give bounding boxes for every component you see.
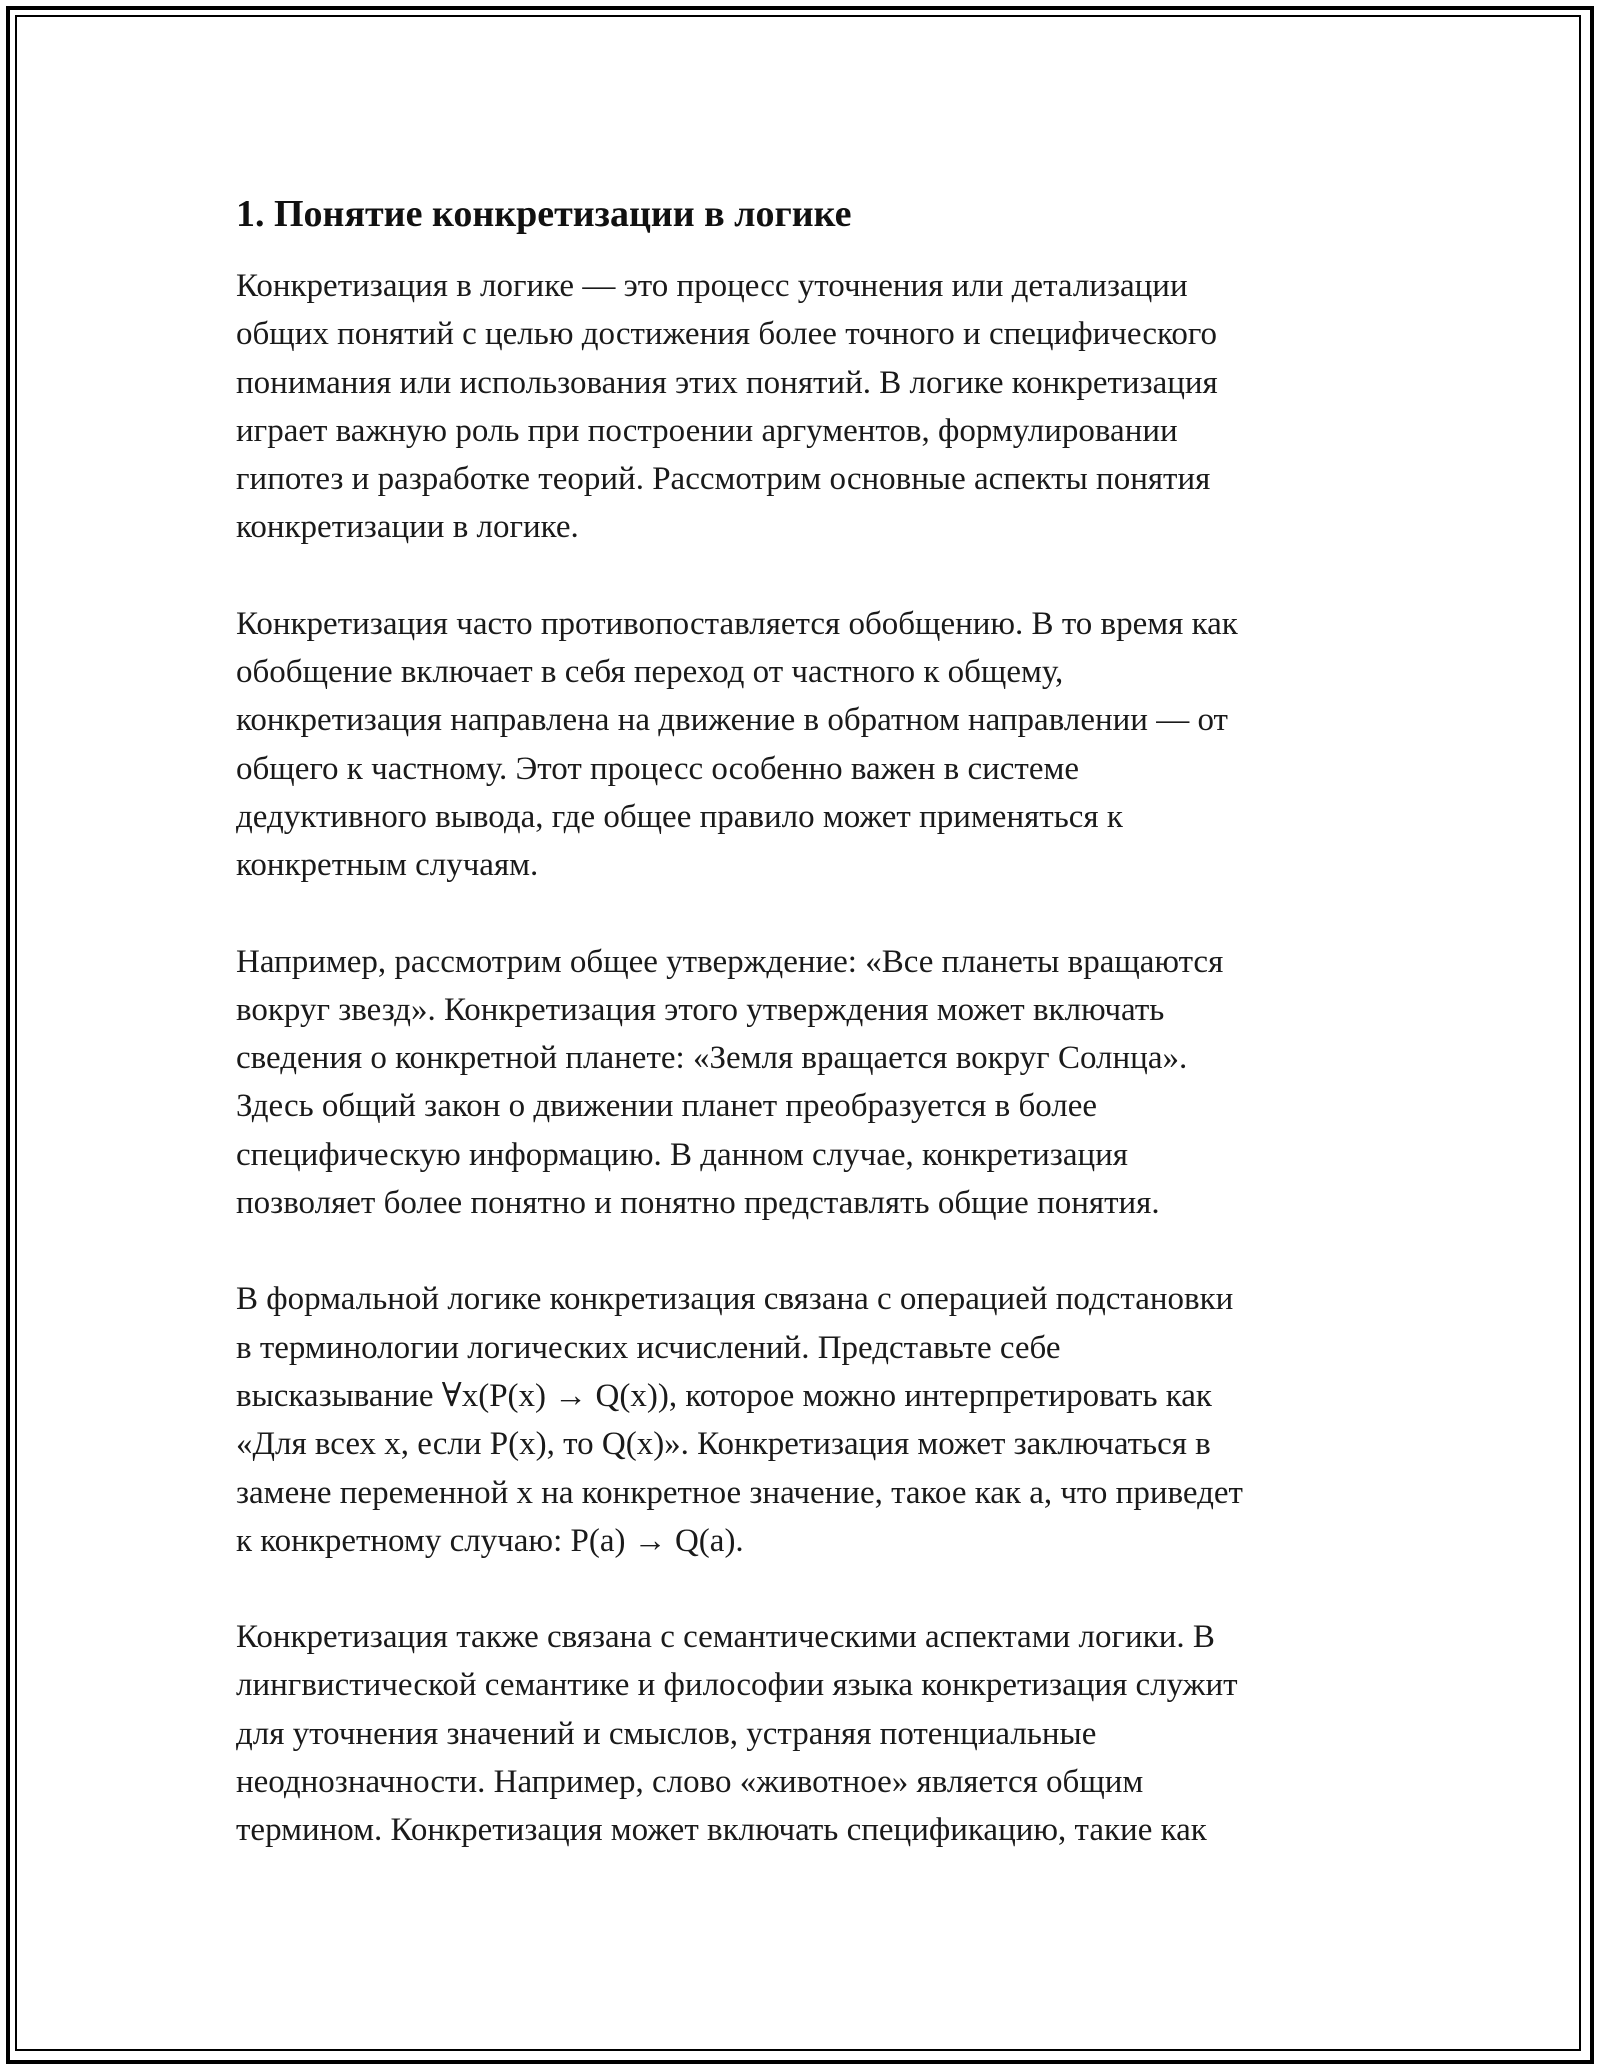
section-heading: 1. Понятие конкретизации в логике <box>236 193 852 235</box>
text-line: гипотез и разработке теорий. Рассмотрим основные аспекты понятия <box>236 461 1211 498</box>
text-line: Конкретизация часто противопоставляется обобщению. В то время как <box>236 605 1238 642</box>
text-line: к конкретному случаю: P(a) → Q(a). <box>236 1522 744 1559</box>
text-line: для уточнения значений и смыслов, устраняя потенциальные <box>236 1715 1097 1752</box>
text-line: в терминологии логических исчислений. Представьте себе <box>236 1329 1061 1366</box>
text-line: общих понятий с целью достижения более точного и специфического <box>236 316 1218 353</box>
text-line: вокруг звезд». Конкретизация этого утверждения может включать <box>236 991 1165 1028</box>
text-line: сведения о конкретной планете: «Земля вращается вокруг Солнца». <box>236 1040 1188 1077</box>
text-line: термином. Конкретизация может включать спецификацию, такие как <box>236 1812 1207 1849</box>
paragraph-3 <box>236 938 1366 1228</box>
text-line: обобщение включает в себя переход от частного к общему, <box>236 654 1064 691</box>
document-body <box>236 186 1366 1903</box>
text-line: лингвистической семантике и философии языка конкретизация служит <box>236 1667 1238 1704</box>
paragraph-4 <box>236 1275 1366 1565</box>
text-line: дедуктивного вывода, где общее правило может применяться к <box>236 798 1123 835</box>
text-line: понимания или использования этих понятий. В логике конкретизация <box>236 364 1218 401</box>
paragraph-1 <box>236 262 1366 552</box>
text-line: «Для всех x, если P(x), то Q(x)». Конкретизация может заключаться в <box>236 1426 1211 1463</box>
text-line: общего к частному. Этот процесс особенно важен в системе <box>236 750 1079 787</box>
paragraph-2 <box>236 600 1366 890</box>
text-line: Здесь общий закон о движении планет преобразуется в более <box>236 1088 1098 1125</box>
text-line: Например, рассмотрим общее утверждение: «Все планеты вращаются <box>236 943 1224 980</box>
text-line: конкретным случаям. <box>236 847 539 884</box>
text-line: конкретизации в логике. <box>236 509 579 546</box>
text-line: неоднозначности. Например, слово «животное» является общим <box>236 1764 1144 1801</box>
text-line: специфическую информацию. В данном случае, конкретизация <box>236 1136 1128 1173</box>
text-line: замене переменной x на конкретное значение, такое как a, что приведет <box>236 1474 1243 1511</box>
text-line: позволяет более понятно и понятно представлять общие понятия. <box>236 1185 1160 1222</box>
text-line: играет важную роль при построении аргументов, формулировании <box>236 412 1178 449</box>
text-line: Конкретизация в логике — это процесс уточнения или детализации <box>236 268 1188 304</box>
text-line: высказывание ∀x(P(x) → Q(x)), которое можно интерпретировать как <box>236 1377 1212 1414</box>
paragraph-5 <box>236 1613 1366 1854</box>
text-line: Конкретизация также связана с семантическими аспектами логики. В <box>236 1619 1215 1656</box>
text-line: конкретизация направлена на движение в обратном направлении — от <box>236 702 1228 739</box>
text-line: В формальной логике конкретизация связана с операцией подстановки <box>236 1281 1234 1318</box>
